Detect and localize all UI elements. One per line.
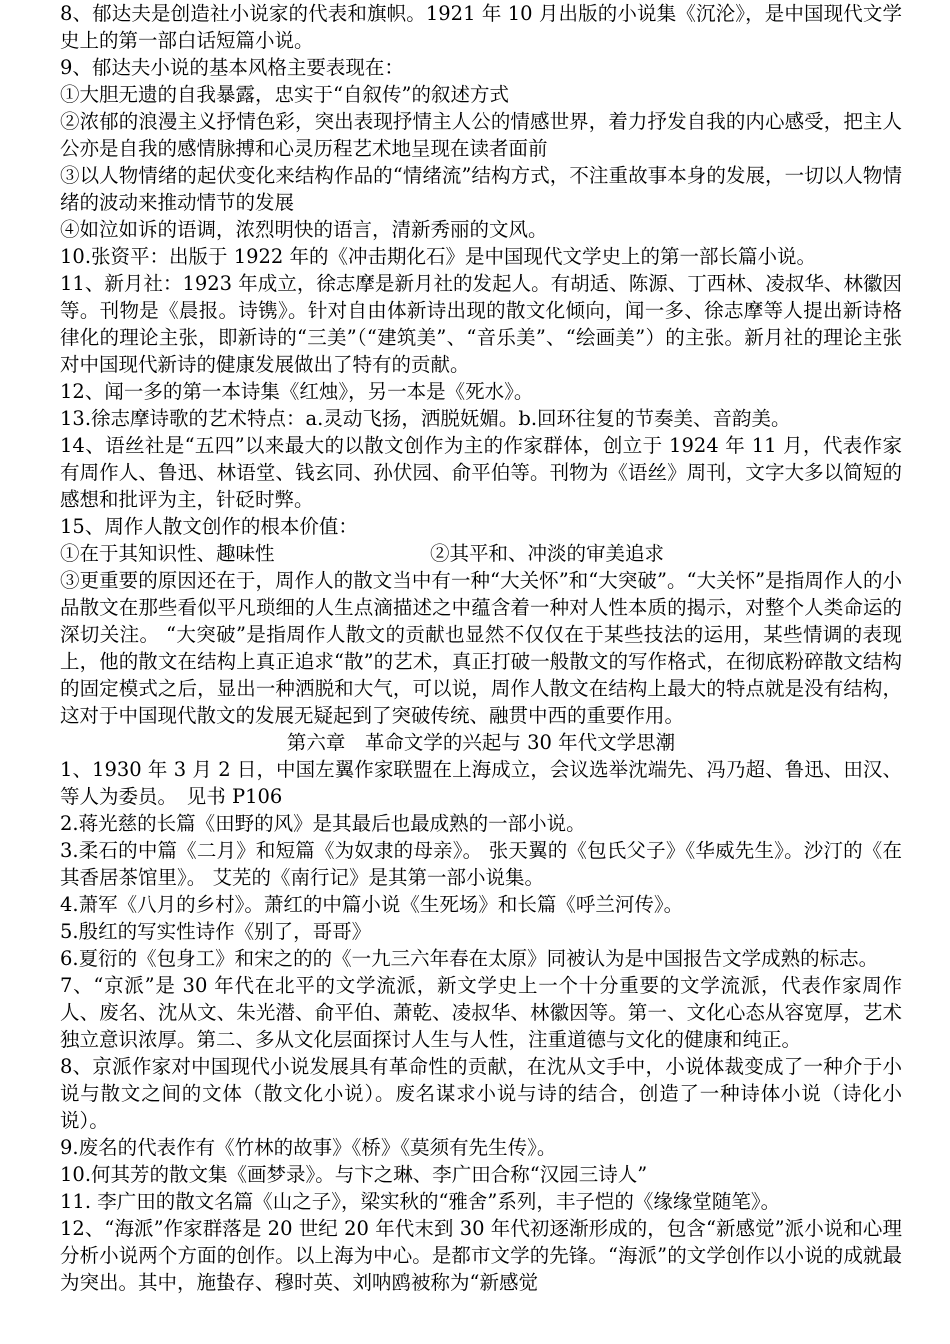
list-item-1: ①大胆无遗的自我暴露，忠实于“自叙传”的叙述方式 — [60, 83, 509, 106]
list-row-values — [60, 540, 902, 567]
list-item-4: ④如泣如诉的语调，浓烈明快的语言，清新秀丽的文风。 — [60, 218, 548, 241]
ch6-paragraph-12-haipai: 12、“海派”作家群落是 20 世纪 20 年代末到 30 年代初逐渐形成的，包含“新感觉”派小说和心理分析小说两个方面的创作。以上海为中心。是都市文学的先锋。“海派”的文学创作以小说的成就最为突出。其中，施蛰存、穆时英、刘呐鸥被称为“新感觉 — [60, 1217, 902, 1294]
list-item-2: ②浓郁的浪漫主义抒情色彩，突出表现抒情主人公的情感世界，着力抒发自我的内心感受，把主人公亦是自我的感情脉搏和心灵历程艺术地呈现在读者面前 — [60, 110, 902, 160]
ch6-paragraph-1: 1、1930 年 3 月 2 日，中国左翼作家联盟在上海成立，会议选举沈端先、冯乃超、鲁迅、田汉、等人为委员。 见书 P106 — [60, 758, 902, 808]
list-item-value-3: ③更重要的原因还在于，周作人的散文当中有一种“大关怀”和“大突破”。“大关怀”是指周作人的小品散文在那些看似平凡琐细的人生点滴描述之中蕴含着一种对人性本质的揭示，对整个人类命运的深切关注。 “大突破”是指周作人散文的贡献也显然不仅仅在于某些技法的运用，某些情调的表现上，他的散文在结构上真正追求“散”的艺术，真正打破一般散文的写作格式，在彻底粉碎散文结构的固定模式之后，显出一种洒脱和大气，可以说，周作人散文在结构上最大的特点就是没有结构，这对于中国现代散文的发展无疑起到了突破传统、融贯中西的重要作用。 — [60, 569, 902, 727]
paragraph-10-zhangziping: 10.张资平：出版于 1922 年的《冲击期化石》是中国现代文学史上的第一部长篇小说。 — [60, 245, 817, 268]
paragraph-13-xuzhimo: 13.徐志摩诗歌的艺术特点：a.灵动飞扬，洒脱妩媚。b.回环往复的节奏美、音韵美。 — [60, 407, 791, 430]
ch6-paragraph-2: 2.蒋光慈的长篇《田野的风》是其最后也最成熟的一部小说。 — [60, 812, 586, 835]
list-item-value-2: ②其平和、冲淡的审美追求 — [430, 542, 665, 565]
ch6-paragraph-10: 10.何其芳的散文集《画梦录》。与卞之琳、李广田合称“汉园三诗人” — [60, 1163, 648, 1186]
chapter-title: 第六章 革命文学的兴起与 30 年代文学思潮 — [286, 731, 676, 754]
paragraph-15-heading: 15、周作人散文创作的根本价值： — [60, 515, 358, 538]
ch6-paragraph-8: 8、京派作家对中国现代小说发展具有革命性的贡献，在沈从文手中，小说体裁变成了一种介于小说与散文之间的文体（散文化小说）。废名谋求小说与诗的结合，创造了一种诗体小说（诗化小说）。 — [60, 1055, 902, 1132]
list-item-value-1: ①在于其知识性、趣味性 — [60, 542, 275, 565]
ch6-paragraph-3: 3.柔石的中篇《二月》和短篇《为奴隶的母亲》。 张天翼的《包氏父子》《华威先生》。沙汀的《在其香居茶馆里》。 艾芜的《南行记》是其第一部小说集。 — [60, 839, 902, 889]
paragraph-8-yudafu: 8、郁达夫是创造社小说家的代表和旗帜。1921 年 10 月出版的小说集《沉沦》，是中国现代文学史上的第一部白话短篇小说。 — [60, 2, 902, 52]
ch6-paragraph-4: 4.萧军《八月的乡村》。萧红的中篇小说《生死场》和长篇《呼兰河传》。 — [60, 893, 684, 916]
ch6-paragraph-9: 9.废名的代表作有《竹林的故事》《桥》《莫须有先生传》。 — [60, 1136, 557, 1159]
ch6-paragraph-11: 11. 李广田的散文名篇《山之子》，梁实秋的“雅舍”系列，丰子恺的《缘缘堂随笔》。 — [60, 1190, 781, 1213]
list-item-3: ③以人物情绪的起伏变化来结构作品的“情绪流”结构方式，不注重故事本身的发展，一切以人物情绪的波动来推动情节的发展 — [60, 164, 902, 214]
ch6-paragraph-7-jingpai: 7、“京派”是 30 年代在北平的文学流派，新文学史上一个十分重要的文学流派，代表作家周作人、废名、沈从文、朱光潜、俞平伯、萧乾、凌叔华、林徽因等。第一、文化心态从容宽厚，艺术独立意识浓厚。第二、多从文化层面探讨人生与人性，注重道德与文化的健康和纯正。 — [60, 974, 902, 1051]
ch6-paragraph-6: 6.夏衍的《包身工》和宋之的的《一九三六年春在太原》同被认为是中国报告文学成熟的标志。 — [60, 947, 879, 970]
ch6-paragraph-5: 5.殷红的写实性诗作《别了，哥哥》 — [60, 920, 372, 943]
paragraph-9-heading: 9、郁达夫小说的基本风格主要表现在： — [60, 56, 404, 79]
paragraph-14-yusishe: 14、语丝社是“五四”以来最大的以散文创作为主的作家群体，创立于 1924 年 11 月，代表作家有周作人、鲁迅、林语堂、钱玄同、孙伏园、俞平伯等。刊物为《语丝》周刊，文字大多以简短的感想和批评为主，针砭时弊。 — [60, 434, 902, 511]
paragraph-12-wenyiduo: 12、闻一多的第一本诗集《红烛》，另一本是《死水》。 — [60, 380, 534, 403]
paragraph-11-xinyueshe: 11、新月社：1923 年成立，徐志摩是新月社的发起人。有胡适、陈源、丁西林、凌叔华、林徽因等。刊物是《晨报。诗镌》。针对自由体新诗出现的散文化倾向，闻一多、徐志摩等人提出新诗格律化的理论主张，即新诗的“三美”（“建筑美”、“音乐美”、“绘画美”）的主张。新月社的理论主张对中国现代新诗的健康发展做出了特有的贡献。 — [60, 272, 902, 376]
